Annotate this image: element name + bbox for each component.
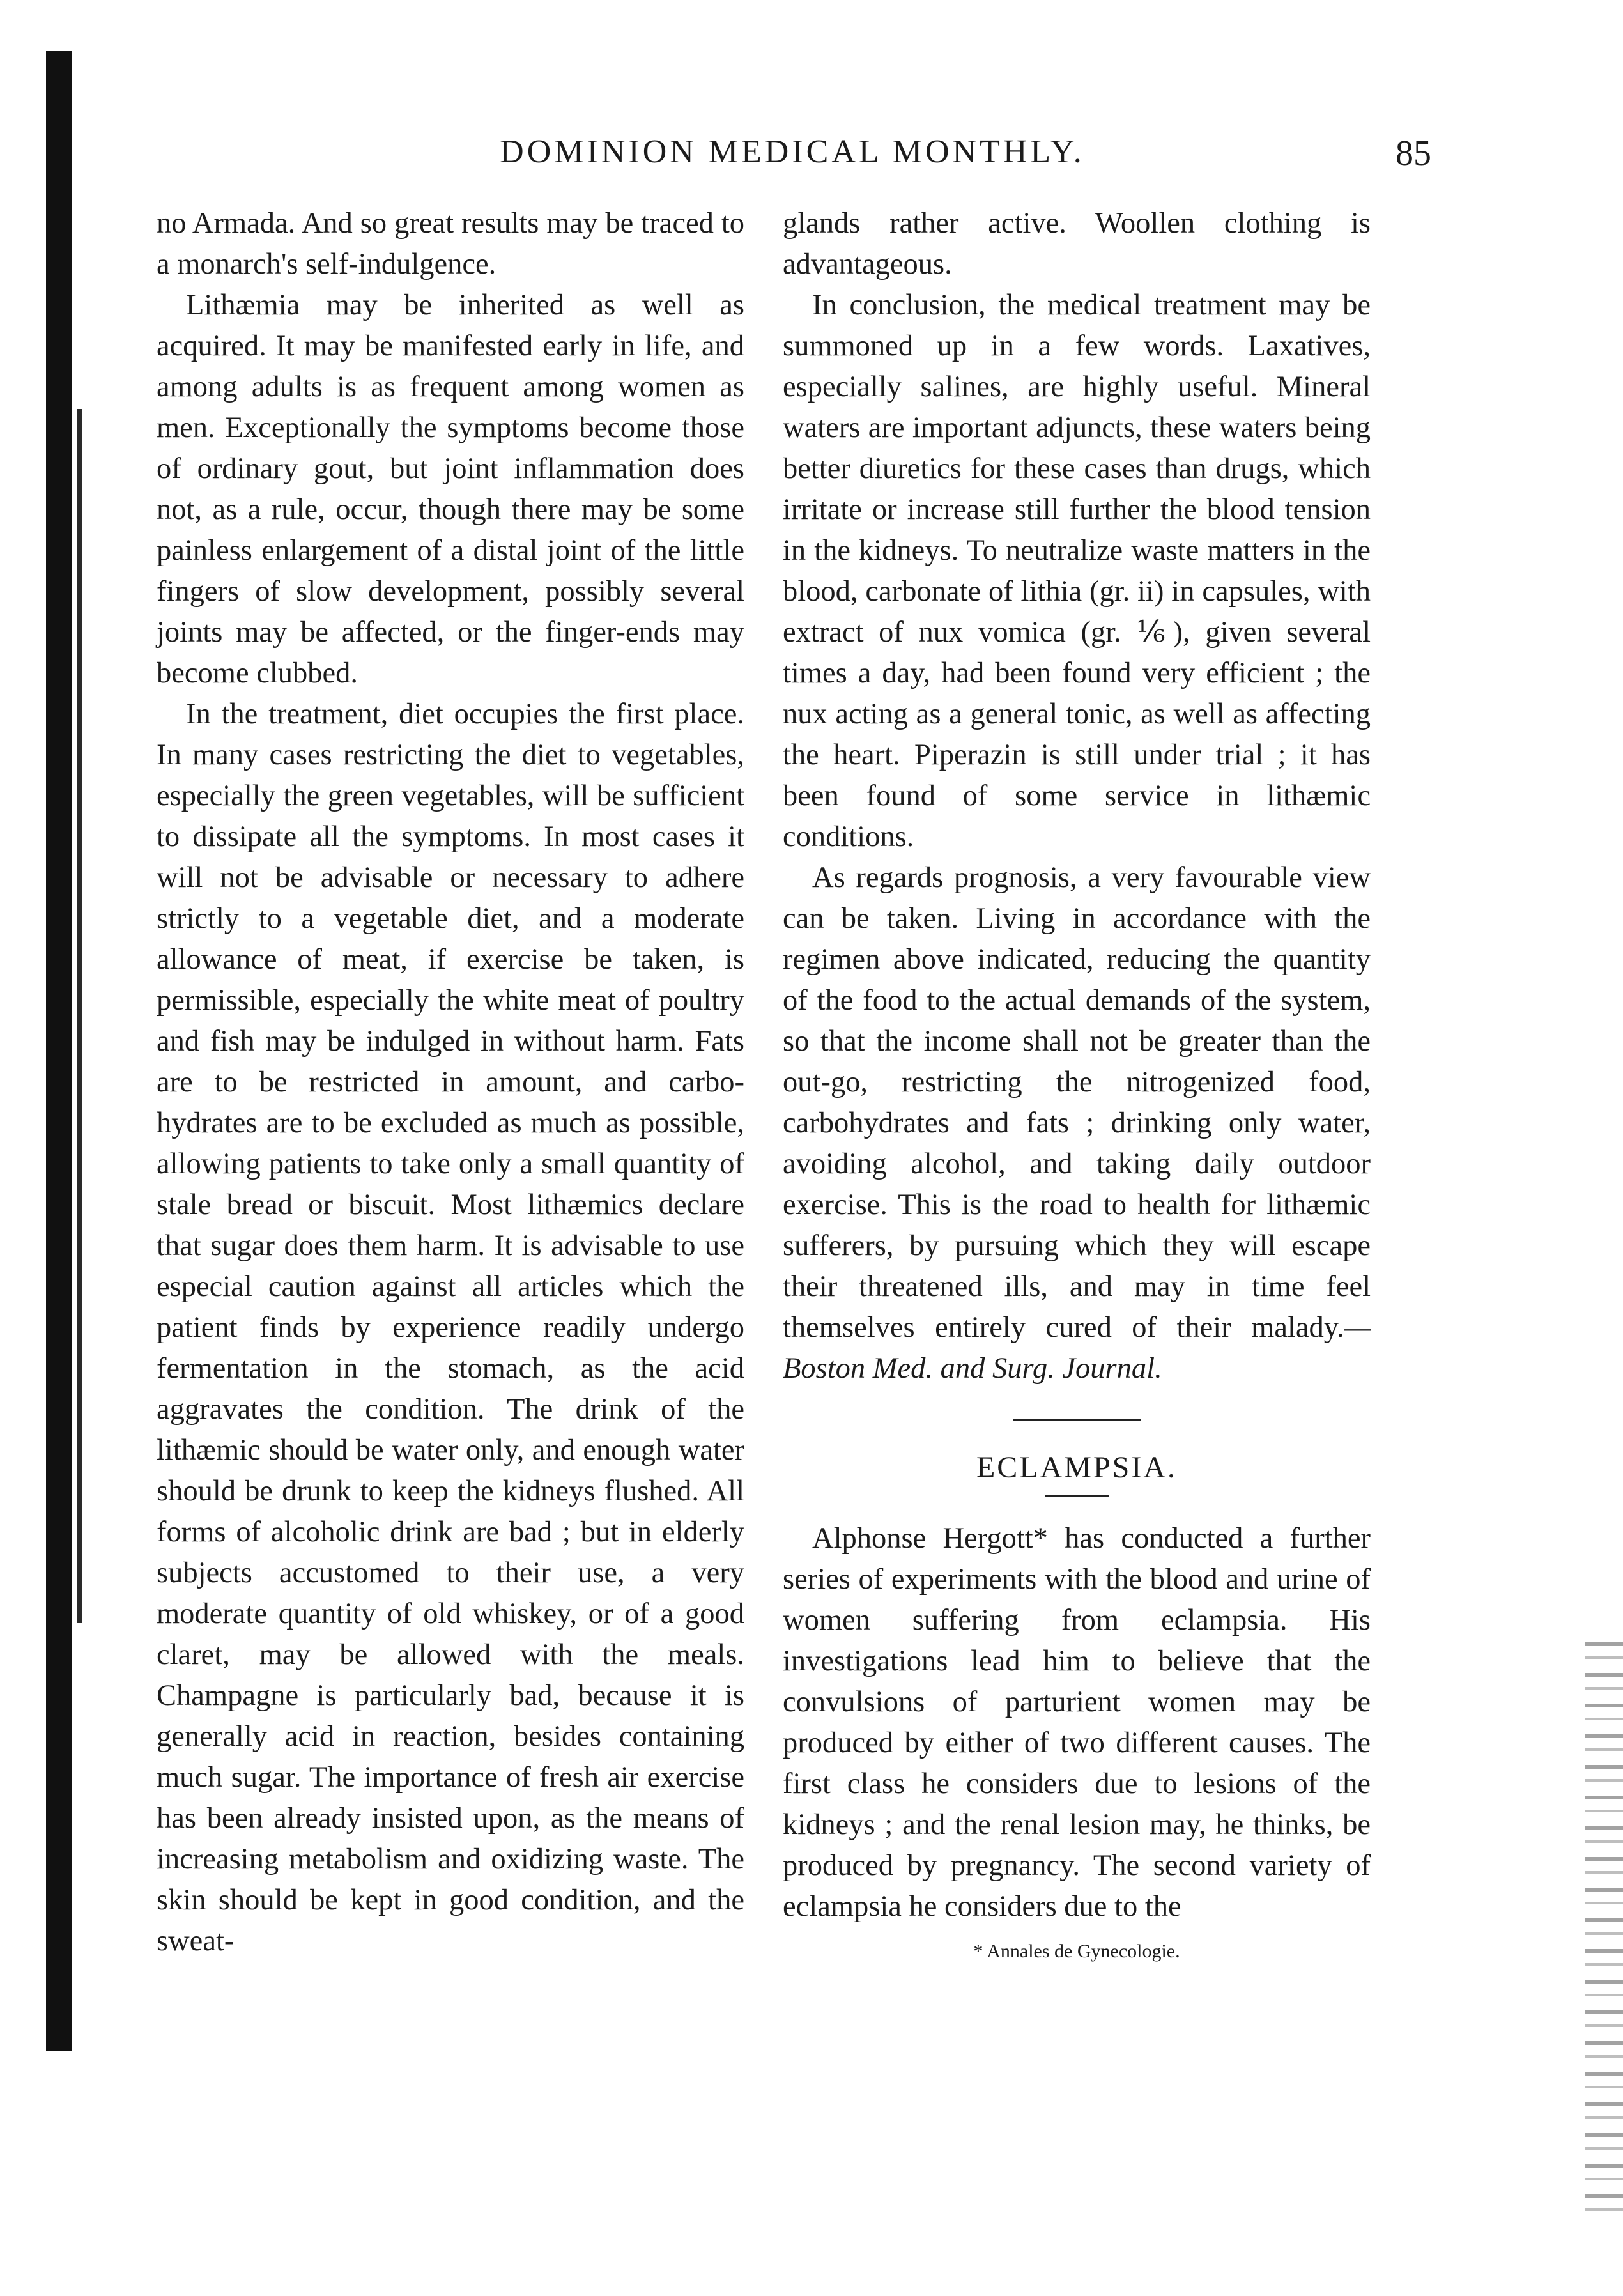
right-column: [783, 203, 1371, 1964]
paragraph-prognosis: [783, 858, 1371, 1389]
paragraph-lithaemia-inheritance: Lithæmia may be inherited as well as acquired. It may be manifested early in life, and among adults is as frequent among women as men. Exceptionally the symptoms become those of ordinary gout, but joint inflammation does not, as a rule, occur, though there may be some painless enlargement of a distal joint of the little fingers of slow development, possibly several joints may be affected, or the finger-ends may become clubbed.: [157, 289, 744, 690]
prognosis-text: As regards prognosis, a very favourable view can be taken. Living in accordance with the regimen above indicated, reducing the quantity of the food to the actual demands of the system, so that the income shall not be greater than the out-go, restricting the nitrogenized food, carbohydrates and fats ; drinking only water, avoiding alcohol, and taking daily outdoor exercise. This is the road to health for lithæmic sufferers, by pursuing which they will escape their threatened ills, and may in time feel themselves entirely cured of their malady.: [783, 861, 1371, 1344]
paragraph-glands: glands rather active. Woollen clothing is advantageous.: [783, 207, 1371, 281]
paragraph-armada: no Armada. And so great results may be traced to a monarch's self-indulgence.: [157, 207, 744, 281]
paragraph-eclampsia: Alphonse Hergott* has conducted a further series of experiments with the blood and urine of women suffering from eclampsia. His investigations lead him to believe that the convulsions of parturient women may be produced by either of two different causes. The first class he considers due to lesions of the kidneys ; and the renal lesion may, he thinks, be produced by pregnancy. The second variety of eclampsia he considers due to the: [783, 1522, 1371, 1923]
paragraph-treatment-diet: In the treatment, diet occupies the first place. In many cases restricting the diet to vegetables, especially the green vegetables, will be sufficient to dissipate all the symptoms. In most cases it will not be advisable or necessary to adhere strictly to a vegetable diet, and a moderate allowance of meat, if exercise be taken, is permissible, especially the white meat of poultry and fish may be indulged in without harm. Fats are to be restricted in amount, and carbo-hydrates are to be excluded as much as possible, allowing patients to take only a small quantity of stale bread or biscuit. Most lithæmics declare that sugar does them harm. It is advisable to use especial caution against all articles which the patient finds by experience readily undergo fermentation in the stomach, as the acid aggravates the condition. The drink of the lithæmic should be water only, and enough water should be drunk to keep the kidneys flushed. All forms of alcoholic drink are bad ; but in elderly subjects accustomed to their use, a very moderate quantity of old whiskey, or of a good claret, may be allowed with the meals. Champagne is particularly bad, because it is generally acid in reaction, besides containing much sugar. The importance of fresh air exercise has been already insisted upon, as the means of increasing metabolism and oxidizing waste. The skin should be kept in good condition, and the sweat-: [157, 698, 744, 1957]
left-column: [157, 203, 744, 1962]
running-title: DOMINION MEDICAL MONTHLY.: [500, 134, 1085, 170]
heading-underline: [1045, 1495, 1109, 1497]
binding-shadow: [46, 51, 72, 2051]
running-header: [153, 128, 1431, 185]
binding-shadow-edge: [77, 409, 82, 1623]
section-heading: ECLAMPSIA.: [976, 1451, 1178, 1484]
paragraph-medical-treatment: In conclusion, the medical treatment may be summoned up in a few words. Laxatives, especially salines, are highly useful. Mineral waters are important adjuncts, these waters being better diuretics for these cases than drugs, which irritate or increase still further the blood tension in the kidneys. To neutralize waste matters in the blood, carbonate of lithia (gr. ii) in capsules, with extract of nux vomica (gr. ⅙), given several times a day, had been found very efficient ; the nux acting as a general tonic, as well as affecting the heart. Piperazin is still under trial ; it has been found of some service in lithæmic conditions.: [783, 289, 1371, 853]
citation: —Boston Med. and Surg. Journal.: [783, 1311, 1371, 1385]
footnote: * Annales de Gynecologie.: [973, 1941, 1180, 1962]
page-edge-marks: [1585, 1642, 1623, 2217]
page-number: 85: [1396, 134, 1431, 173]
section-divider: [1013, 1419, 1141, 1421]
